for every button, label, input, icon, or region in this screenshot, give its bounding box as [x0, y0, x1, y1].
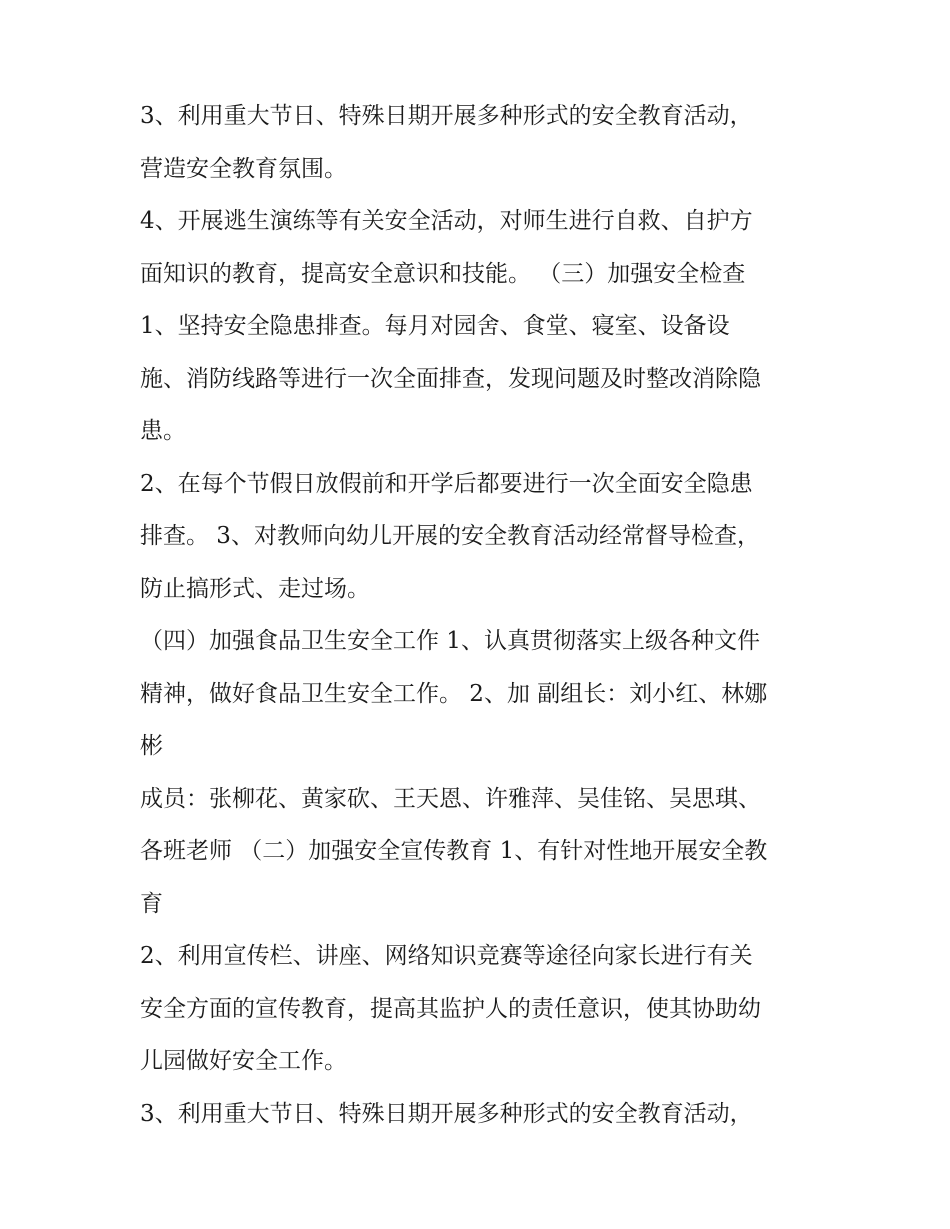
text-line: 3、利用重大节日、特殊日期开展多种形式的安全教育活动，	[140, 103, 753, 129]
text-line: 彬	[140, 733, 163, 759]
document-body	[140, 103, 830, 1153]
text-line: 施、消防线路等进行一次全面排查，发现问题及时整改消除隐	[140, 365, 761, 392]
text-line: 各班老师 （二）加强安全宣传教育 1、有针对性地开展安全教	[140, 838, 768, 864]
text-line: 安全方面的宣传教育，提高其监护人的责任意识，使其协助幼	[140, 995, 761, 1022]
text-line: 患。	[140, 418, 186, 444]
text-line: 4、开展逃生演练等有关安全活动，对师生进行自救、自护方	[140, 208, 753, 234]
text-line: 2、在每个节假日放假前和开学后都要进行一次全面安全隐患	[140, 470, 753, 497]
text-line: 成员：张柳花、黄家砍、王天恩、许雅萍、吴佳铭、吴思琪、	[140, 785, 761, 812]
text-line: 1、坚持安全隐患排查。每月对园舍、食堂、寝室、设备设	[140, 313, 730, 339]
text-line: 精神，做好食品卫生安全工作。 2、加 副组长：刘小红、林娜	[140, 680, 768, 707]
text-line: 育	[140, 890, 163, 917]
text-line: 排查。 3、对教师向幼儿开展的安全教育活动经常督导检查，	[140, 523, 760, 549]
text-line: （四）加强食品卫生安全工作 1、认真贯彻落实上级各种文件	[140, 628, 760, 654]
text-line: 面知识的教育，提高安全意识和技能。 （三）加强安全检查	[140, 260, 746, 287]
text-line: 营造安全教育氛围。	[140, 155, 347, 182]
text-line: 防止搞形式、走过场。	[140, 575, 370, 602]
text-line: 儿园做好安全工作。	[140, 1048, 347, 1074]
text-line: 2、利用宣传栏、讲座、网络知识竞赛等途径向家长进行有关	[140, 943, 753, 969]
text-line: 3、利用重大节日、特殊日期开展多种形式的安全教育活动，	[140, 1100, 753, 1127]
